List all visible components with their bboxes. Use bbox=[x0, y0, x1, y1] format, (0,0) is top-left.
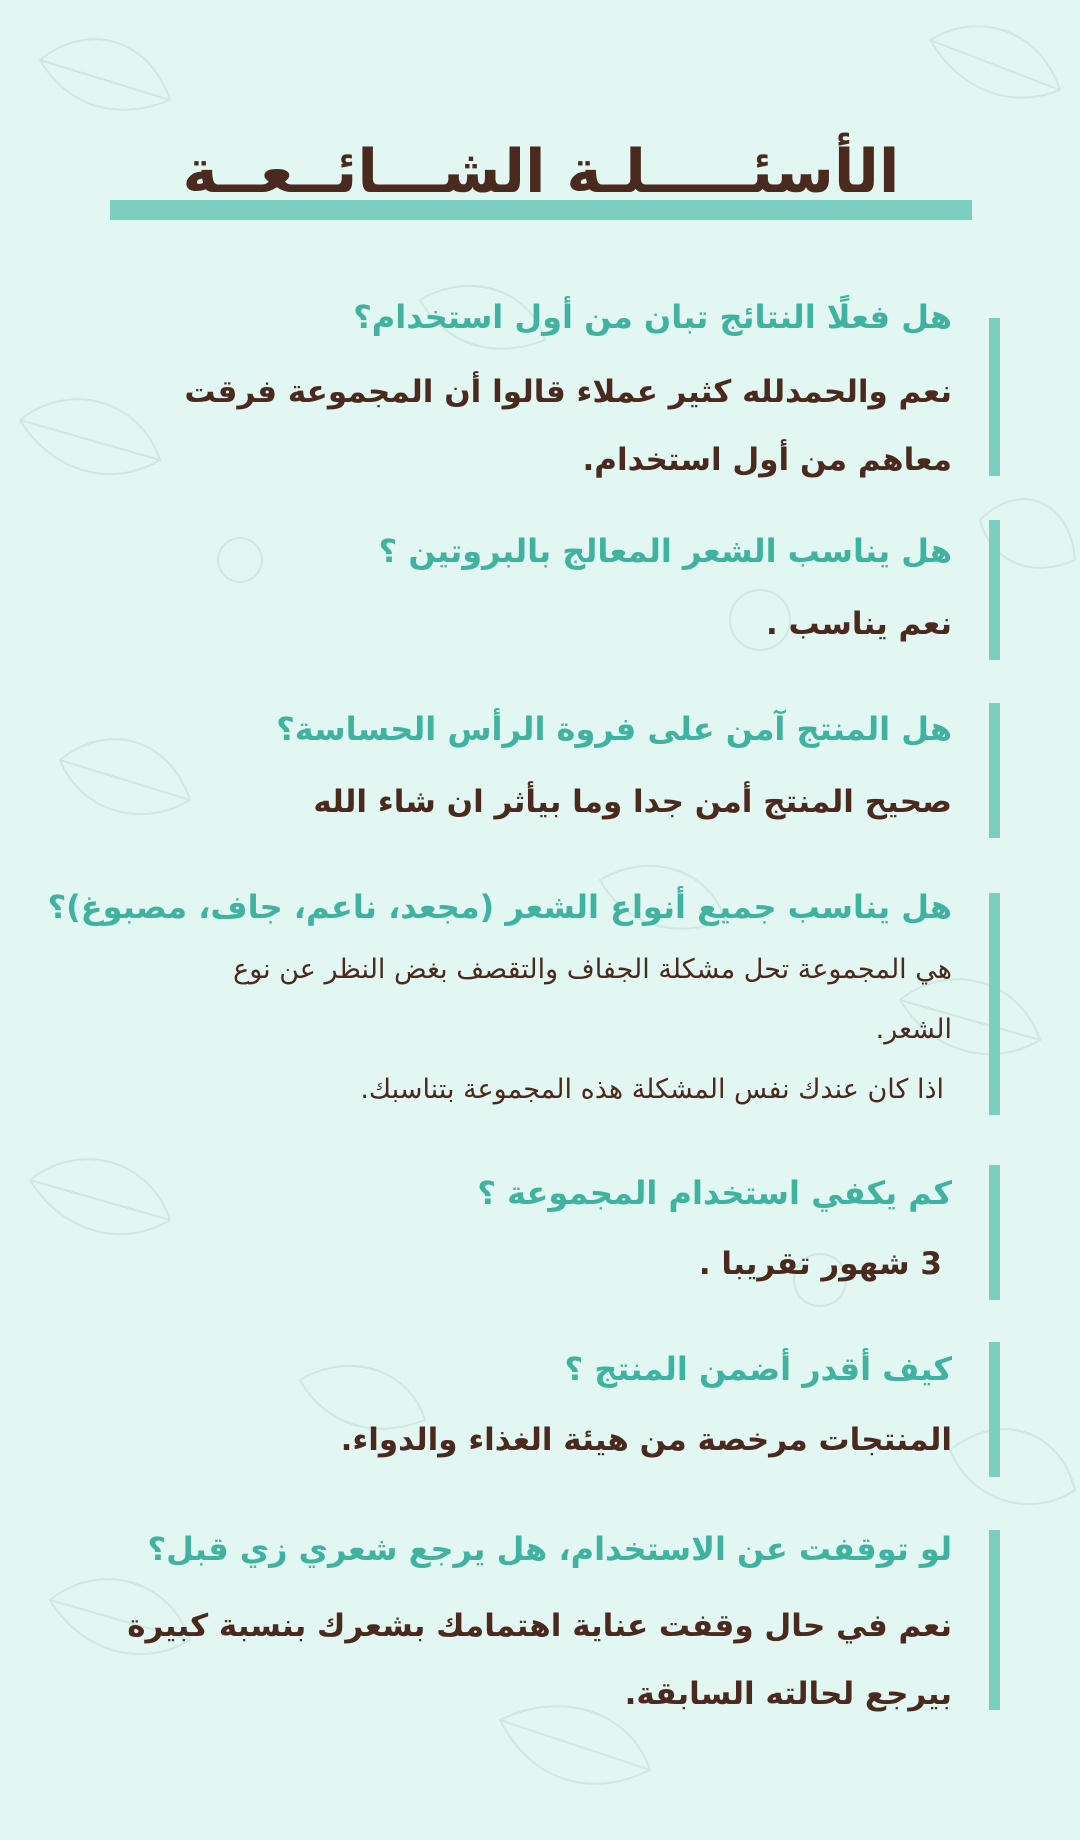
faq-accent-bar bbox=[989, 703, 1000, 838]
faq-answer-line: نعم في حال وقفت عناية اهتمامك بشعرك بنسبة كبيرة bbox=[127, 1608, 952, 1644]
faq-question: هل يناسب جميع أنواع الشعر (مجعد، ناعم، جاف، مصبوغ)؟ bbox=[47, 888, 952, 926]
faq-answer-line: المنتجات مرخصة من هيئة الغذاء والدواء. bbox=[340, 1422, 952, 1458]
faq-accent-bar bbox=[989, 318, 1000, 476]
faq-question: هل يناسب الشعر المعالج بالبروتين ؟ bbox=[378, 532, 952, 570]
faq-answer-line: هي المجموعة تحل مشكلة الجفاف والتقصف بغض النظر عن نوع bbox=[233, 954, 952, 985]
faq-question: هل المنتج آمن على فروة الرأس الحساسة؟ bbox=[276, 710, 952, 748]
page-title: الأسئـــــلـة الشـــائــعــة bbox=[182, 137, 900, 207]
faq-answer-line: الشعر. bbox=[875, 1014, 952, 1045]
faq-question: كم يكفي استخدام المجموعة ؟ bbox=[477, 1174, 952, 1212]
faq-answer-line: 3 شهور تقريبا . bbox=[698, 1246, 942, 1282]
faq-answer-line: صحيح المنتج أمن جدا وما بيأثر ان شاء الله bbox=[313, 784, 952, 820]
title-block bbox=[110, 137, 972, 220]
faq-accent-bar bbox=[989, 893, 1000, 1115]
faq-accent-bar bbox=[989, 520, 1000, 660]
faq-answer-line: بيرجع لحالته السابقة. bbox=[624, 1676, 952, 1712]
faq-accent-bar bbox=[989, 1342, 1000, 1477]
faq-answer-line: معاهم من أول استخدام. bbox=[582, 442, 952, 478]
faq-answer-line: نعم والحمدلله كثير عملاء قالوا أن المجموعة فرقت bbox=[184, 374, 952, 410]
faq-question: لو توقفت عن الاستخدام، هل يرجع شعري زي قبل؟ bbox=[147, 1530, 952, 1568]
faq-accent-bar bbox=[989, 1530, 1000, 1710]
faq-question: كيف أقدر أضمن المنتج ؟ bbox=[564, 1350, 952, 1388]
faq-accent-bar bbox=[989, 1165, 1000, 1300]
faq-answer-line: اذا كان عندك نفس المشكلة هذه المجموعة بتناسبك. bbox=[360, 1074, 944, 1105]
faq-question: هل فعلًا النتائج تبان من أول استخدام؟ bbox=[353, 298, 952, 336]
faq-answer-line: نعم يناسب . bbox=[765, 606, 952, 642]
